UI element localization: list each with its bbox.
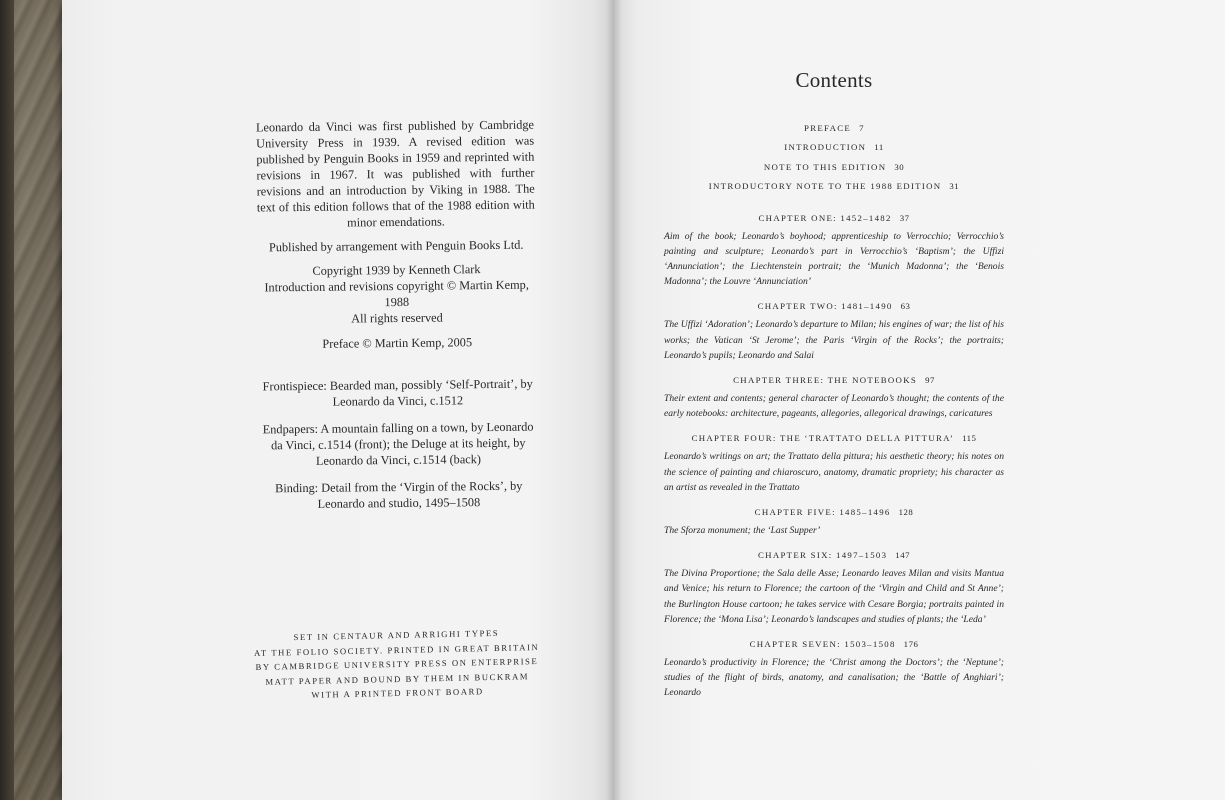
entry-label: INTRODUCTORY NOTE TO THE 1988 EDITION [708, 181, 942, 192]
chapter-summary: Leonardo’s writings on art; the Trattato della pittura; his aesthetic theory; his notes on the science of painting and chiaroscuro, anatomy, dramatic propriety; his character as an artist as revealed in the Trattato [664, 451, 1004, 493]
chapter-summary: Aim of the book; Leonardo’s boyhood; apprenticeship to Verrocchio; Verrocchio’s painting and sculpture; Leonardo’s part in Verrocchio’s ‘Baptism’; the Uffizi ‘Annunciation’; the Liechtenstein portrait; the ‘Munich Madonna’; the ‘Benois Madonna’; the Louvre ‘Annunciation’ [664, 230, 1004, 288]
chapter-title: CHAPTER ONE: 1452–1482 [758, 212, 892, 223]
toc-chapter-five [664, 505, 1004, 538]
chapter-title: CHAPTER SIX: 1497–1503 [758, 550, 888, 561]
chapter-page: 115 [962, 433, 977, 444]
toc-chapter-four [664, 431, 1004, 495]
copyright-line: Copyright 1939 by Kenneth Clark [312, 262, 481, 278]
entry-page: 30 [894, 161, 905, 172]
contents-title: Contents [795, 68, 873, 92]
chapter-summary: The Divina Proportione; the Sala delle Asse; Leonardo leaves Milan and visits Mantua and Venice; his return to Florence; the cartoon of the ‘Virgin and Child and St Anne’; the Burlington House cartoon; he takes service with Cesare Borgia; portraits painted in Florence; the ‘Mona Lisa’; Leonardo’s landscapes and studies of plants; the ‘Leda’ [664, 568, 1004, 625]
entry-page: 7 [859, 123, 864, 133]
toc-chapter-two [664, 299, 1004, 363]
colophon-line: BY CAMBRIDGE UNIVERSITY PRESS ON ENTERPRISE [255, 656, 539, 672]
toc-chapter-seven [664, 637, 1004, 701]
chapter-page: 37 [899, 212, 910, 223]
copyright-imprint [256, 117, 538, 524]
toc-entry-preface [664, 119, 1004, 138]
chapter-heading [664, 299, 1004, 313]
book-gutter [606, 0, 622, 800]
arrangement-note: Published by arrangement with Penguin Books Ltd. [268, 237, 524, 255]
toc-entry-note [664, 158, 1004, 177]
chapter-page: 147 [895, 550, 910, 561]
chapter-title: CHAPTER FIVE: 1485–1496 [754, 507, 891, 518]
binding-credit: Binding: Detail from the ‘Virgin of the Rocks’, by Leonardo and studio, 1495–1508 [275, 478, 523, 511]
publication-history: Leonardo da Vinci was first published by Cambridge University Press in 1939. A revised edition was published by Penguin Books in 1959 and reprinted with revisions in 1967. It was published with further revisions and an introduction by Viking in 1988. The text of this edition follows that of the 1988 edition with minor emendations. [255, 117, 535, 230]
chapter-heading [664, 431, 1004, 445]
chapter-summary: The Sforza monument; the ‘Last Supper’ [664, 525, 821, 537]
rights-reserved: All rights reserved [351, 310, 443, 326]
binding-edge [0, 0, 14, 800]
colophon-line: SET IN CENTAUR AND ARRIGHI TYPES [293, 627, 500, 643]
entry-label: NOTE TO THIS EDITION [763, 161, 887, 172]
chapter-title: CHAPTER TWO: 1481–1490 [757, 301, 893, 312]
chapter-title: CHAPTER SEVEN: 1503–1508 [749, 639, 896, 650]
chapter-heading [664, 637, 1004, 651]
chapter-page: 176 [903, 639, 919, 650]
introduction-copyright: Introduction and revisions copyright © Martin Kemp, 1988 [264, 277, 529, 310]
chapter-heading [664, 505, 1004, 519]
table-of-contents [664, 68, 1004, 711]
colophon-line: AT THE FOLIO SOCIETY. PRINTED IN GREAT BRITAIN [254, 641, 540, 658]
colophon-line: MATT PAPER AND BOUND BY THEM IN BUCKRAM [265, 670, 530, 687]
entry-label: INTRODUCTION [784, 142, 867, 153]
entry-label: PREFACE [804, 123, 852, 133]
entry-page: 11 [874, 142, 884, 153]
entry-page: 31 [949, 181, 960, 192]
front-matter-list [664, 119, 1004, 197]
toc-chapter-six [664, 548, 1004, 627]
chapter-heading [664, 373, 1004, 387]
toc-chapter-one [664, 211, 1004, 290]
chapter-page: 63 [900, 301, 911, 312]
chapter-page: 97 [925, 375, 935, 386]
frontispiece-credit: Frontispiece: Bearded man, possibly ‘Self-Portrait’, by Leonardo da Vinci, c.1512 [262, 376, 533, 409]
toc-entry-1988-note [664, 177, 1004, 196]
chapter-summary: Leonardo’s productivity in Florence; the ‘Christ among the Doctors’; the ‘Neptune’; studies of the flight of birds, anatomy, and canalisation; the ‘Battle of Anghiari’; Leonardo [664, 657, 1004, 699]
toc-entry-introduction [664, 138, 1004, 157]
endpapers-credit: Endpapers: A mountain falling on a town, by Leonardo da Vinci, c.1514 (front); the Deluge at its height, by Leonardo da Vinci, c.1514 (back) [262, 419, 534, 468]
chapter-page: 128 [898, 507, 914, 518]
preface-copyright: Preface © Martin Kemp, 2005 [322, 335, 473, 351]
chapter-title: CHAPTER THREE: THE NOTEBOOKS [733, 375, 918, 386]
chapter-summary: Their extent and contents; general character of Leonardo’s thought; the contents of the early notebooks: architecture, pageants, allegories, allegorical drawings, caricatures [664, 393, 1004, 420]
chapter-heading [664, 211, 1004, 225]
illustration-credits [259, 376, 538, 513]
colophon-line: WITH A PRINTED FRONT BOARD [311, 686, 484, 700]
chapter-summary: The Uffizi ‘Adoration’; Leonardo’s departure to Milan; his engines of war; the list of his works; the Vatican ‘St Jerome’; the Paris ‘Virgin of the Rocks’; the portraits; Leonardo’s pupils; Leonardo and Salai [664, 319, 1004, 361]
chapter-title: CHAPTER FOUR: THE ‘TRATTATO DELLA PITTURA’ [691, 433, 955, 444]
colophon [251, 625, 542, 704]
toc-chapter-three [664, 373, 1004, 421]
chapter-heading [664, 548, 1004, 562]
